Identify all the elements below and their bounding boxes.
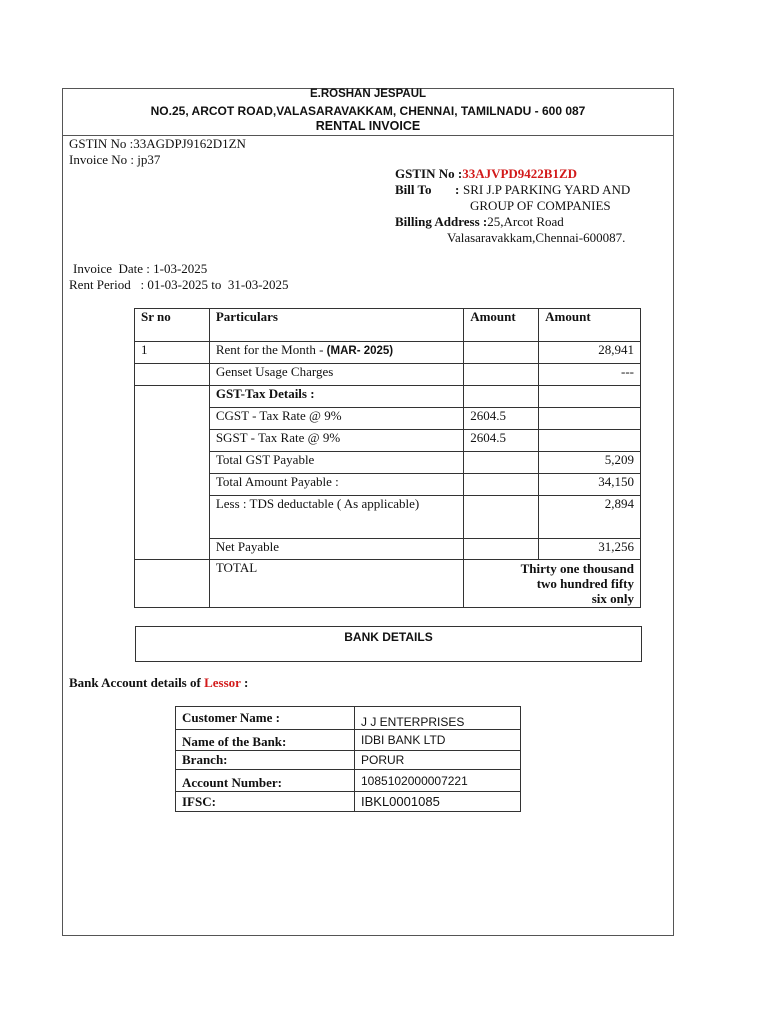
row-amount2 (539, 386, 641, 408)
row-particular: Genset Usage Charges (209, 364, 463, 386)
bank-row-value: IBKL0001085 (355, 792, 521, 812)
row-particular: Less : TDS deductable ( As applicable) (209, 496, 463, 539)
bank-row (176, 792, 521, 812)
row-amount1 (464, 342, 539, 364)
bank-intro-suffix: : (240, 675, 249, 690)
billing-address-line2: Valasaravakkam,Chennai-600087. (447, 230, 626, 245)
row-amount2 (539, 408, 641, 430)
seller-gstin: GSTIN No :33AGDPJ9162D1ZN (69, 136, 246, 151)
bank-row-label: Account Number: (176, 770, 355, 792)
total-words-line2: two hundred fifty (536, 576, 634, 591)
row-amount2: 28,941 (539, 342, 641, 364)
bank-intro (69, 675, 248, 691)
bank-intro-lessor: Lessor (204, 675, 241, 690)
col-header-particulars: Particulars (209, 309, 463, 342)
row-amount1 (464, 474, 539, 496)
total-label: TOTAL (209, 560, 463, 608)
table-row (135, 342, 641, 364)
row-particular: Total GST Payable (209, 452, 463, 474)
bill-to-label: Bill To (395, 182, 432, 197)
row-particular-month: (MAR- 2025) (326, 345, 394, 357)
row-amount1 (464, 496, 539, 539)
row-amount2: 2,894 (539, 496, 641, 539)
billing-address (395, 214, 564, 230)
total-sr-cell (135, 560, 210, 608)
row-sr (135, 452, 210, 474)
total-words-line1: Thirty one thousand (520, 561, 634, 576)
total-words-line3: six only (591, 591, 634, 606)
table-header-row (135, 309, 641, 342)
bill-to-colon: : (455, 182, 460, 197)
row-particular: GST-Tax Details : (209, 386, 463, 408)
col-header-amount: Amount (464, 309, 539, 342)
bill-to-line1: SRI J.P PARKING YARD AND (463, 182, 631, 197)
row-amount2: 5,209 (539, 452, 641, 474)
col-header-sr: Sr no (135, 309, 210, 342)
row-sr (135, 496, 210, 539)
row-amount2 (539, 430, 641, 452)
bank-row (176, 751, 521, 770)
buyer-gstin-label: GSTIN No : (395, 166, 463, 181)
table-row (135, 364, 641, 386)
bank-row-value: IDBI BANK LTD (355, 730, 521, 751)
row-amount1 (464, 539, 539, 560)
bank-details-title: BANK DETAILS (135, 626, 642, 662)
rent-period: Rent Period : 01-03-2025 to 31-03-2025 (69, 277, 289, 292)
row-sr (135, 430, 210, 452)
row-sr (135, 364, 210, 386)
table-row (135, 430, 641, 452)
billing-address-line1: 25,Arcot Road (487, 214, 564, 229)
row-particular: Total Amount Payable : (209, 474, 463, 496)
bank-row (176, 730, 521, 751)
row-particular: CGST - Tax Rate @ 9% (209, 408, 463, 430)
row-amount1 (464, 452, 539, 474)
row-amount1: 2604.5 (464, 408, 539, 430)
row-particular (209, 342, 463, 364)
row-particular: Net Payable (209, 539, 463, 560)
row-amount2: 31,256 (539, 539, 641, 560)
table-row (135, 386, 641, 408)
row-amount1 (464, 386, 539, 408)
row-sr (135, 474, 210, 496)
invoice-table (134, 308, 641, 608)
total-row (135, 560, 641, 608)
col-header-amount-total: Amount (539, 309, 641, 342)
issuer-address: NO.25, ARCOT ROAD,VALASARAVAKKAM, CHENNAI, TAMILNADU - 600 087 (150, 104, 586, 118)
document-title: RENTAL INVOICE (315, 119, 421, 133)
bank-row-label: Customer Name : (176, 707, 355, 730)
buyer-gstin (395, 166, 577, 182)
row-particular-text: Rent for the Month - (215, 342, 327, 357)
table-row (135, 408, 641, 430)
table-row (135, 474, 641, 496)
bank-row (176, 707, 521, 730)
row-amount2: 34,150 (539, 474, 641, 496)
table-row (135, 539, 641, 560)
bank-intro-prefix: Bank Account details of (69, 675, 205, 690)
buyer-gstin-value: 33AJVPD9422B1ZD (462, 166, 578, 181)
invoice-date: Invoice Date : 1-03-2025 (73, 261, 208, 276)
row-amount1: 2604.5 (464, 430, 539, 452)
billing-address-label: Billing Address : (395, 214, 488, 229)
bill-to-line2: GROUP OF COMPANIES (470, 198, 611, 213)
bank-row (176, 770, 521, 792)
issuer-name: E.ROSHAN JESPAUL (309, 88, 427, 100)
row-sr (135, 386, 210, 408)
bank-row-value: PORUR (355, 751, 521, 770)
invoice-number: Invoice No : jp37 (69, 152, 161, 167)
row-sr (135, 539, 210, 560)
bank-row-label: IFSC: (176, 792, 355, 812)
row-amount2: --- (539, 364, 641, 386)
bank-row-label: Branch: (176, 751, 355, 770)
row-sr (135, 408, 210, 430)
total-in-words (464, 560, 641, 608)
row-amount1 (464, 364, 539, 386)
bank-row-value: 1085102000007221 (355, 770, 521, 792)
table-row (135, 496, 641, 539)
row-particular: SGST - Tax Rate @ 9% (209, 430, 463, 452)
bank-row-value: J J ENTERPRISES (355, 707, 521, 730)
bank-row-label: Name of the Bank: (176, 730, 355, 751)
row-sr: 1 (135, 342, 210, 364)
bank-details-table (175, 706, 521, 812)
table-row (135, 452, 641, 474)
